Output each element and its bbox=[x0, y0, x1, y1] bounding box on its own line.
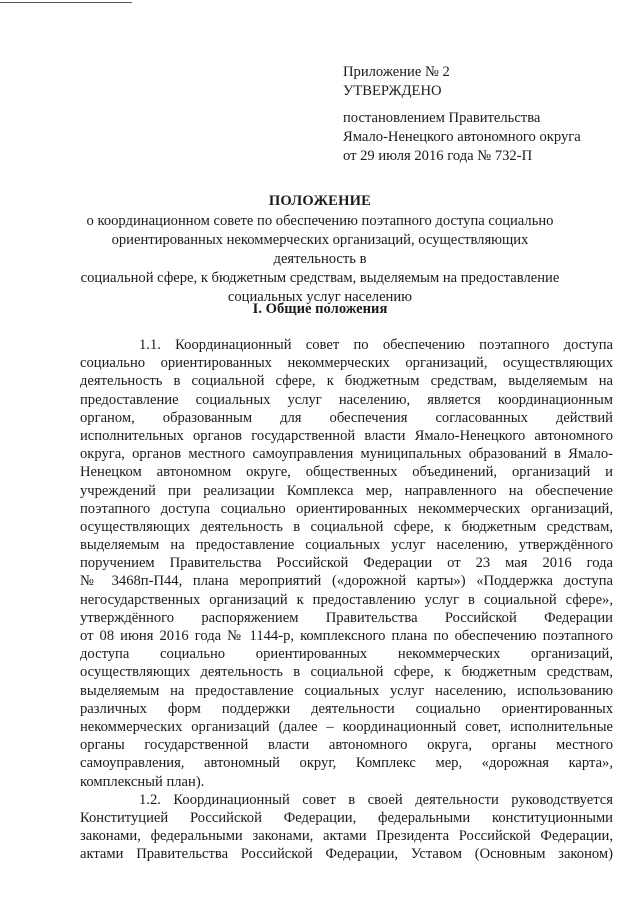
document-subtitle-line: ориентированных некоммерческих организаций, осуществляющих деятельность в bbox=[111, 232, 529, 267]
approved-label: УТВЕРЖДЕНО bbox=[343, 83, 442, 99]
approval-line: постановлением Правительства bbox=[343, 110, 541, 126]
paragraph-line: социально ориентированных некоммерческих организаций, осуществляющих bbox=[80, 355, 613, 372]
paragraph bbox=[80, 336, 613, 791]
paragraph-line: деятельность в социальной сфере, к бюджетным средствам, выделяемым на bbox=[80, 373, 613, 390]
approval-date: от 29 июля 2016 года № 732-П bbox=[343, 148, 533, 164]
paragraph-line: различных форм поддержки деятельности социально ориентированных bbox=[80, 700, 613, 717]
paragraph-line: предоставление социальных услуг населению, является координационным bbox=[80, 391, 613, 408]
paragraph-line: актами Правительства Российской Федерации, Уставом (Основным законом) bbox=[80, 846, 613, 863]
paragraph-line: законами, федеральными законами, актами Президента Российской Федерации, bbox=[80, 828, 613, 845]
approval-stamp bbox=[343, 63, 603, 166]
approval-line: Ямало-Ненецкого автономного округа bbox=[343, 129, 581, 145]
paragraph-line: поэтапного доступа социально ориентированных некоммерческих организаций, bbox=[80, 500, 613, 517]
section-heading: I. Общие положения bbox=[252, 301, 388, 317]
paragraph-line: от 08 июня 2016 года № 1144-р, комплексного плана по обеспечению поэтапного bbox=[80, 628, 613, 644]
paragraph-line: органом, образованным для обеспечения согласованных действий bbox=[80, 409, 613, 426]
document-subtitle-line: социальных услуг населению bbox=[227, 289, 413, 305]
paragraph-line: поручением Правительства Российской Федерации от 23 мая 2016 года bbox=[80, 555, 613, 572]
document-subtitle-line: о координационном совете по обеспечению поэтапного доступа социально bbox=[86, 213, 554, 229]
paragraph-line: 1.1. Координационный совет по обеспечению поэтапного доступа bbox=[139, 337, 613, 353]
document-title-block bbox=[80, 192, 560, 307]
paragraph-line: некоммерческих организаций (далее – координационный совет, исполнительные bbox=[80, 718, 613, 735]
paragraph-line: самоуправления, автономный округ, Комплекс мер, «дорожная карта», bbox=[80, 755, 613, 772]
document-title: ПОЛОЖЕНИЕ bbox=[268, 193, 372, 209]
paragraph-line: 1.2. Координационный совет в своей деятельности руководствуется bbox=[139, 791, 613, 808]
paragraph-line: выделяемым на предоставление социальных услуг населению, утверждённого bbox=[80, 537, 613, 554]
paragraph-line: органы государственной власти автономного округа, органы местного bbox=[80, 737, 613, 754]
paragraph-line: № 3468п-П44, плана мероприятий («дорожной карты») «Поддержка доступа bbox=[80, 573, 613, 590]
paragraph-line: Ненецком автономном округе, общественных объединений, организаций и bbox=[80, 464, 613, 481]
paragraph-line: утверждённого распоряжением Правительства Российской Федерации bbox=[80, 609, 613, 626]
corner-rule bbox=[0, 2, 132, 3]
appendix-number: Приложение № 2 bbox=[343, 64, 450, 80]
paragraph-line: комплексный план). bbox=[80, 773, 205, 790]
paragraph-line: исполнительных органов государственной власти Ямало-Ненецкого автономного bbox=[80, 427, 613, 444]
paragraph-line: осуществляющих деятельность в социальной сфере, к бюджетным средствам, bbox=[80, 664, 613, 681]
document-subtitle-line: социальной сфере, к бюджетным средствам, выделяемым на предоставление bbox=[80, 270, 560, 286]
paragraph-line: доступа социально ориентированных некоммерческих организаций, bbox=[80, 646, 613, 663]
paragraph-line: учреждений при реализации Комплекса мер, направленного на обеспечение bbox=[80, 482, 613, 499]
paragraph-line: выделяемым на предоставление социальных услуг населению, использованию bbox=[80, 682, 613, 699]
document-body bbox=[80, 336, 613, 863]
paragraph-line: осуществляющих деятельность в социальной сфере, к бюджетным средствам, bbox=[80, 518, 613, 535]
paragraph-line: Конституцией Российской Федерации, федеральными конституционными bbox=[80, 809, 613, 826]
paragraph-line: негосударственных организаций к предоставлению услуг в социальной сфере», bbox=[80, 591, 613, 608]
paragraph-line: округа, органов местного самоуправления муниципальных образований в Ямало- bbox=[80, 446, 613, 463]
paragraph bbox=[80, 791, 613, 864]
